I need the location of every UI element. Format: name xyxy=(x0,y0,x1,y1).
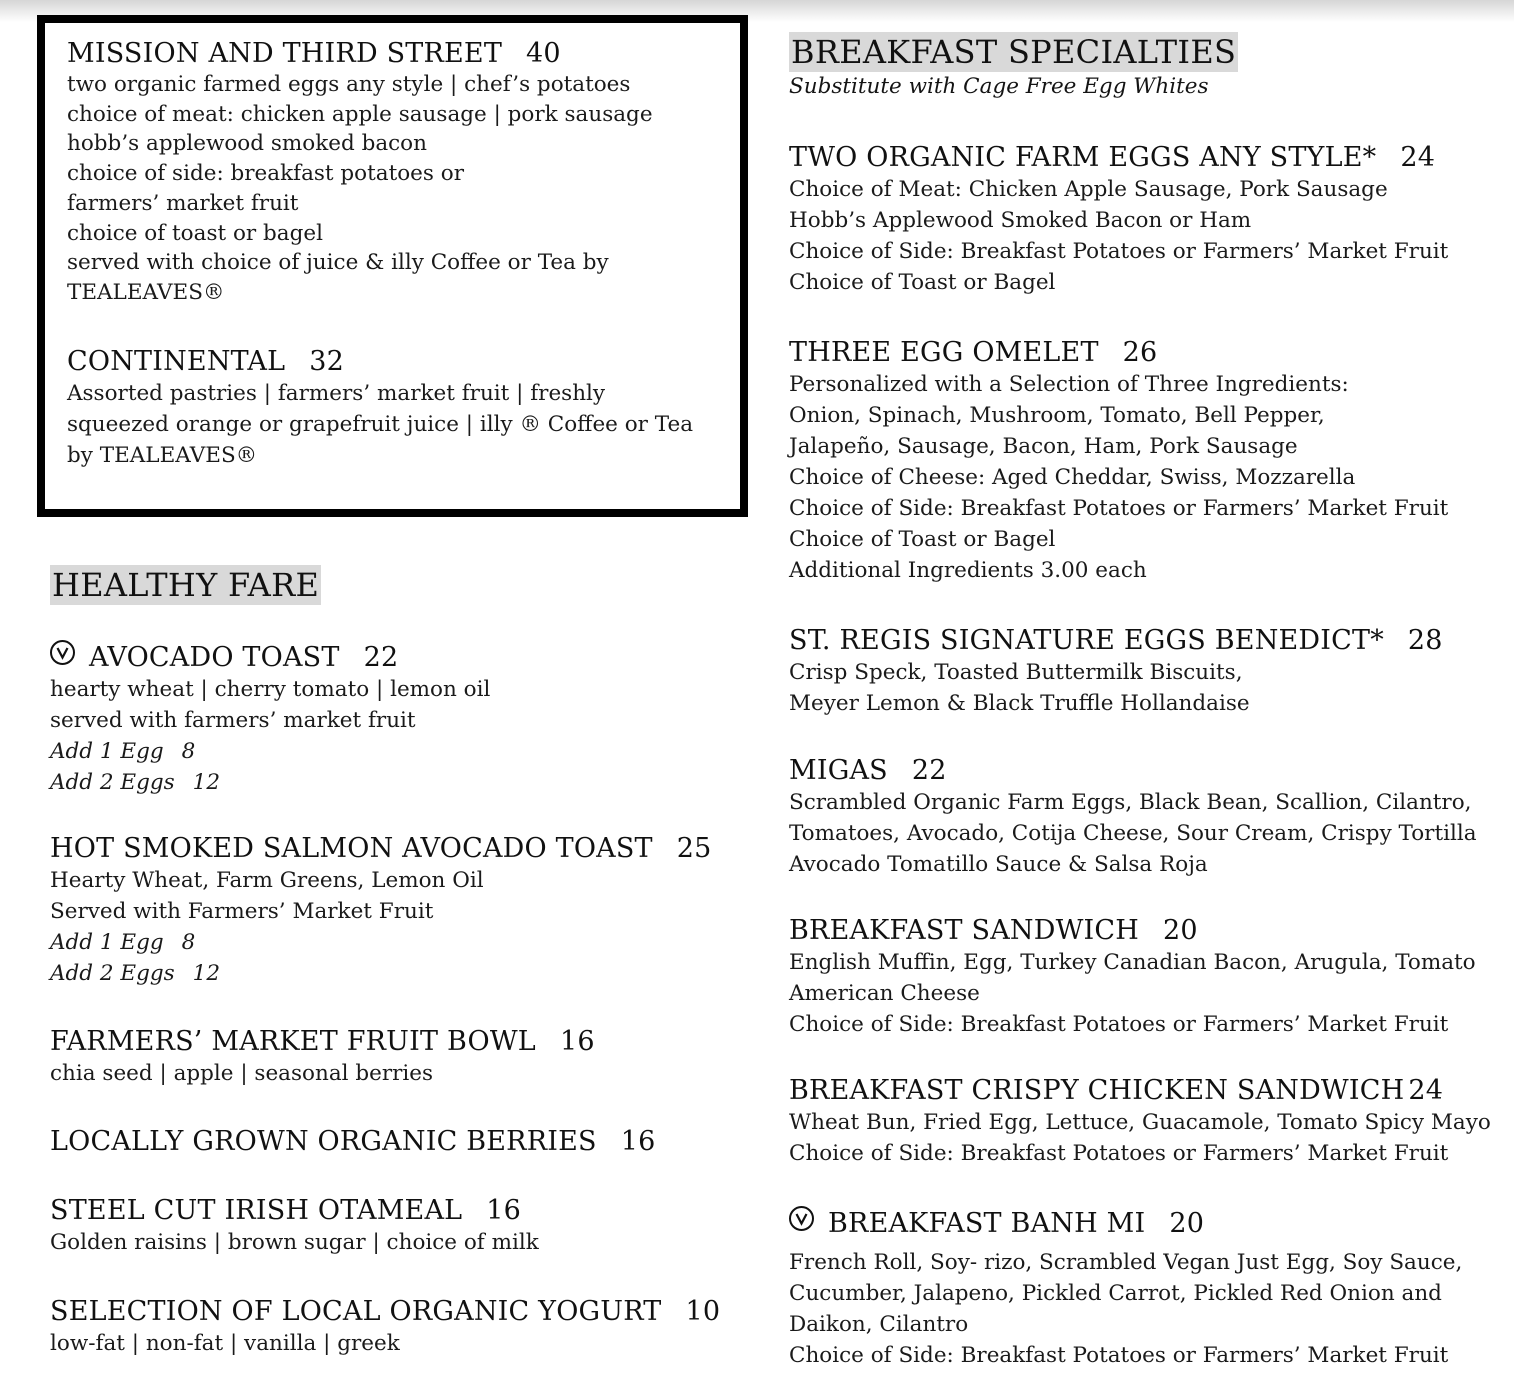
menu-item-migas xyxy=(789,755,1509,880)
menu-item-berries xyxy=(50,1126,750,1158)
item-line: Onion, Spinach, Mushroom, Tomato, Bell Pepper, xyxy=(789,403,1325,428)
item-price: 24 xyxy=(1408,1075,1444,1106)
add-option-price: 8 xyxy=(181,930,196,955)
item-name: THREE EGG OMELET xyxy=(789,337,1099,368)
item-title xyxy=(789,337,1509,369)
item-line: Hearty Wheat, Farm Greens, Lemon Oil xyxy=(50,868,484,893)
item-line: Meyer Lemon & Black Truffle Hollandaise xyxy=(789,691,1250,716)
item-title xyxy=(67,346,727,378)
add-option-price: 8 xyxy=(181,739,196,764)
item-line: Golden raisins | brown sugar | choice of milk xyxy=(50,1230,539,1255)
add-option-label: Add 1 Egg xyxy=(50,739,164,764)
item-name: AVOCADO TOAST xyxy=(89,642,340,673)
item-line: Choice of Toast or Bagel xyxy=(789,270,1056,295)
menu-item-benedict xyxy=(789,625,1509,719)
item-title xyxy=(50,1126,750,1158)
item-name: CONTINENTAL xyxy=(67,346,286,377)
menu-item-two-eggs xyxy=(789,142,1509,298)
item-name: MISSION AND THIRD STREET xyxy=(67,38,503,69)
add-egg-option xyxy=(50,927,750,958)
item-line: English Muffin, Egg, Turkey Canadian Bacon, Arugula, Tomato xyxy=(789,950,1476,975)
menu-item-crispy-chicken-sandwich xyxy=(789,1075,1509,1169)
add-eggs-option xyxy=(50,958,750,989)
item-line: Assorted pastries | farmers’ market fruit | freshly xyxy=(67,381,606,406)
item-line: hearty wheat | cherry tomato | lemon oil xyxy=(50,677,491,702)
item-line: Personalized with a Selection of Three Ingredients: xyxy=(789,372,1349,397)
section-subtitle: Substitute with Cage Free Egg Whites xyxy=(789,74,1209,99)
item-line: Jalapeño, Sausage, Bacon, Ham, Pork Sausage xyxy=(789,434,1298,459)
item-price: 25 xyxy=(676,833,712,864)
item-price: 16 xyxy=(559,1026,595,1057)
item-price: 16 xyxy=(620,1126,656,1157)
vegan-icon xyxy=(50,640,75,665)
item-price: 22 xyxy=(363,642,399,673)
item-line: Served with Farmers’ Market Fruit xyxy=(50,899,434,924)
item-price: 20 xyxy=(1163,915,1198,946)
menu-item-yogurt xyxy=(50,1296,770,1359)
menu-item-fruit-bowl xyxy=(50,1026,750,1089)
menu-item-salmon-toast xyxy=(50,833,750,989)
item-line: choice of toast or bagel xyxy=(67,220,323,246)
item-title xyxy=(50,1195,750,1227)
item-name: BREAKFAST SANDWICH xyxy=(789,915,1140,946)
item-line: Wheat Bun, Fried Egg, Lettuce, Guacamole, Tomato Spicy Mayo xyxy=(789,1110,1491,1135)
item-name: BREAKFAST CRISPY CHICKEN SANDWICH xyxy=(789,1075,1405,1106)
item-price: 28 xyxy=(1407,625,1443,656)
item-line: Additional Ingredients 3.00 each xyxy=(789,558,1147,583)
item-price: 32 xyxy=(309,346,344,377)
add-eggs-option xyxy=(50,767,750,798)
item-line: Choice of Side: Breakfast Potatoes or Farmers’ Market Fruit xyxy=(789,1141,1449,1166)
item-price: 22 xyxy=(911,755,947,786)
item-name: FARMERS’ MARKET FRUIT BOWL xyxy=(50,1026,536,1057)
item-name: SELECTION OF LOCAL ORGANIC YOGURT xyxy=(50,1296,662,1327)
item-line: American Cheese xyxy=(789,981,980,1006)
item-price: 24 xyxy=(1400,142,1436,173)
menu-item-breakfast-sandwich xyxy=(789,915,1509,1040)
item-line: Choice of Cheese: Aged Cheddar, Swiss, Mozzarella xyxy=(789,465,1356,490)
item-line: Avocado Tomatillo Sauce & Salsa Roja xyxy=(789,852,1208,877)
item-title xyxy=(789,625,1509,657)
add-egg-option xyxy=(50,736,750,767)
item-line: Choice of Side: Breakfast Potatoes or Farmers’ Market Fruit xyxy=(789,239,1449,264)
item-line: two organic farmed eggs any style | chef’s potatoes xyxy=(67,72,631,97)
item-title xyxy=(50,640,750,674)
menu-item-continental xyxy=(67,346,727,471)
item-title xyxy=(789,915,1509,947)
item-line: Choice of Side: Breakfast Potatoes or Farmers’ Market Fruit xyxy=(789,1343,1449,1368)
item-line: Choice of Meat: Chicken Apple Sausage, Pork Sausage xyxy=(789,177,1388,202)
add-option-label: Add 1 Egg xyxy=(50,930,164,955)
item-line: served with farmers’ market fruit xyxy=(50,708,416,733)
item-price: 16 xyxy=(486,1195,522,1226)
item-title xyxy=(789,142,1509,174)
item-name: BREAKFAST BANH MI xyxy=(828,1208,1146,1239)
item-line: squeezed orange or grapefruit juice | illy ® Coffee or Tea xyxy=(67,412,694,437)
menu-item-avocado-toast xyxy=(50,640,750,798)
item-price: 26 xyxy=(1122,337,1158,368)
item-line: served with choice of juice & illy Coffee or Tea by xyxy=(67,250,609,276)
item-name: MIGAS xyxy=(789,755,888,786)
menu-item-oatmeal xyxy=(50,1195,750,1258)
item-line: Hobb’s Applewood Smoked Bacon or Ham xyxy=(789,208,1252,233)
breakfast-specialties-heading xyxy=(789,32,1238,102)
item-title xyxy=(789,755,1509,787)
item-line: Tomatoes, Avocado, Cotija Cheese, Sour Cream, Crispy Tortilla xyxy=(789,821,1477,846)
item-line: hobb’s applewood smoked bacon xyxy=(67,131,427,157)
item-line: Choice of Side: Breakfast Potatoes or Farmers’ Market Fruit xyxy=(789,1012,1449,1037)
item-line: TEALEAVES® xyxy=(67,279,225,305)
item-title xyxy=(50,1296,770,1328)
healthy-fare-heading xyxy=(50,565,321,605)
item-line: chia seed | apple | seasonal berries xyxy=(50,1061,434,1086)
menu-item-banh-mi xyxy=(789,1206,1509,1371)
item-line: Choice of Toast or Bagel xyxy=(789,527,1056,552)
add-option-label: Add 2 Eggs xyxy=(50,961,175,986)
item-name: ST. REGIS SIGNATURE EGGS BENEDICT* xyxy=(789,625,1384,656)
menu-item-omelet xyxy=(789,337,1509,586)
item-line: Cucumber, Jalapeno, Pickled Carrot, Pickled Red Onion and xyxy=(789,1281,1442,1306)
item-title xyxy=(789,1075,1509,1107)
item-line: farmers’ market fruit xyxy=(67,190,299,216)
add-option-label: Add 2 Eggs xyxy=(50,770,175,795)
section-heading: HEALTHY FARE xyxy=(52,566,320,604)
item-price: 10 xyxy=(685,1296,721,1327)
item-line: French Roll, Soy- rizo, Scrambled Vegan Just Egg, Soy Sauce, xyxy=(789,1250,1463,1275)
menu-item-mission xyxy=(67,38,727,308)
item-line: choice of meat: chicken apple sausage | pork sausage xyxy=(67,101,653,127)
add-option-price: 12 xyxy=(192,770,221,795)
item-line: low-fat | non-fat | vanilla | greek xyxy=(50,1331,400,1356)
item-price: 20 xyxy=(1169,1208,1205,1239)
item-line: choice of side: breakfast potatoes or xyxy=(67,161,464,187)
add-option-price: 12 xyxy=(192,961,221,986)
vegan-icon xyxy=(789,1206,814,1231)
item-title xyxy=(50,833,750,865)
item-line: Choice of Side: Breakfast Potatoes or Farmers’ Market Fruit xyxy=(789,496,1449,521)
item-title xyxy=(67,38,727,70)
item-name: STEEL CUT IRISH OTAMEAL xyxy=(50,1195,463,1226)
item-name: TWO ORGANIC FARM EGGS ANY STYLE* xyxy=(789,142,1377,173)
item-name: LOCALLY GROWN ORGANIC BERRIES xyxy=(50,1126,597,1157)
item-title xyxy=(789,1206,1509,1240)
item-line: Crisp Speck, Toasted Buttermilk Biscuits, xyxy=(789,660,1243,685)
item-line: by TEALEAVES® xyxy=(67,443,258,468)
item-name: HOT SMOKED SALMON AVOCADO TOAST xyxy=(50,833,653,864)
item-title xyxy=(50,1026,750,1058)
section-heading: BREAKFAST SPECIALTIES xyxy=(791,33,1237,71)
item-line: Scrambled Organic Farm Eggs, Black Bean, Scallion, Cilantro, xyxy=(789,790,1472,815)
item-price: 40 xyxy=(526,38,561,69)
item-line: Daikon, Cilantro xyxy=(789,1312,969,1337)
